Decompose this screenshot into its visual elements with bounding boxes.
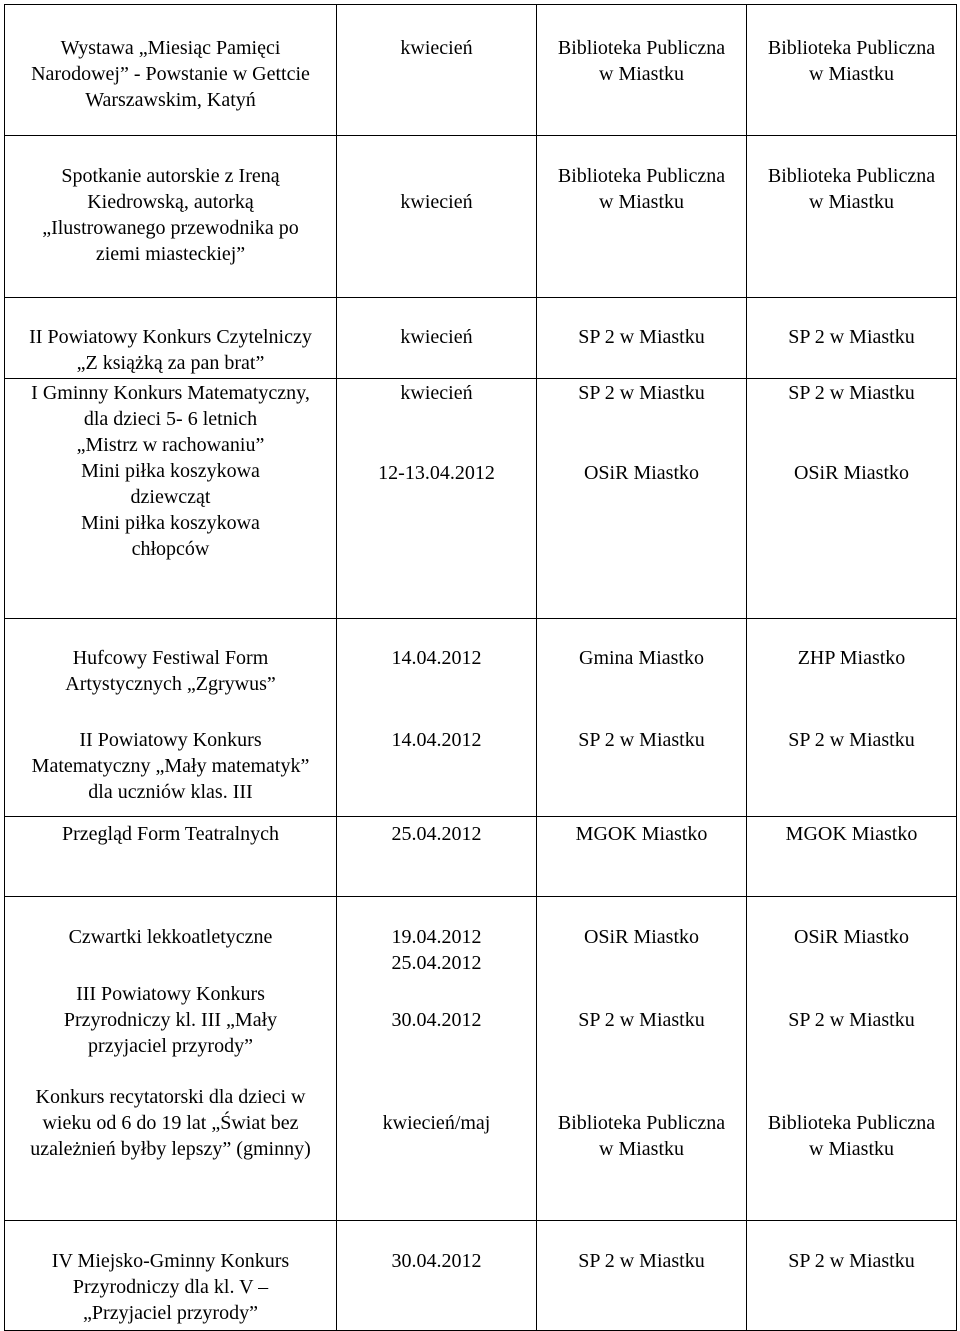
event-text: III Powiatowy Konkurs [76, 983, 265, 1005]
organizer-cell [537, 619, 747, 817]
event-text: Konkurs recytatorski dla dzieci w [35, 1086, 306, 1108]
table-row [5, 379, 957, 619]
table-row [5, 136, 957, 298]
date-text: 30.04.2012 [391, 1009, 482, 1031]
event-text: Wystawa „Miesiąc Pamięci [60, 37, 281, 59]
event-text: Mini piłka koszykowa [81, 512, 260, 534]
date-text: 12-13.04.2012 [378, 462, 495, 484]
venue-cell [747, 136, 957, 298]
event-text: „Przyjaciel przyrody” [83, 1302, 258, 1324]
venue-text: ZHP Miastko [797, 647, 906, 669]
event-text: uzależnień byłby lepszy” (gminny) [30, 1138, 311, 1160]
venue-cell [747, 5, 957, 136]
date-text: 25.04.2012 [391, 952, 482, 974]
event-text: chłopców [131, 538, 210, 560]
organizer-text: w Miastku [599, 63, 684, 85]
date-cell [337, 298, 537, 379]
event-cell [5, 619, 337, 817]
date-cell [337, 897, 537, 1221]
event-text: II Powiatowy Konkurs Czytelniczy [29, 326, 312, 348]
date-cell [337, 817, 537, 897]
venue-text: MGOK Miastko [785, 823, 918, 845]
event-text: Narodowej” - Powstanie w Gettcie [31, 63, 310, 85]
date-cell [337, 136, 537, 298]
organizer-text: SP 2 w Miastku [578, 1250, 705, 1272]
event-text: Warszawskim, Katyń [85, 89, 256, 111]
organizer-cell [537, 136, 747, 298]
organizer-text: MGOK Miastko [575, 823, 708, 845]
venue-text: SP 2 w Miastku [788, 382, 915, 404]
date-text: kwiecień [400, 326, 473, 348]
table-row [5, 298, 957, 379]
venue-text: SP 2 w Miastku [788, 1250, 915, 1272]
date-text: kwiecień [400, 37, 473, 59]
event-text: „Mistrz w rachowaniu” [76, 434, 265, 456]
event-text: dziewcząt [130, 486, 211, 508]
organizer-text: Biblioteka Publiczna [557, 37, 726, 59]
date-cell [337, 619, 537, 817]
organizer-cell [537, 817, 747, 897]
venue-text: SP 2 w Miastku [788, 1009, 915, 1031]
event-text: Czwartki lekkoatletyczne [68, 926, 273, 948]
organizer-cell [537, 1221, 747, 1331]
date-cell [337, 1221, 537, 1331]
date-text: kwiecień [400, 191, 473, 213]
event-cell [5, 5, 337, 136]
event-cell [5, 379, 337, 619]
venue-text: w Miastku [809, 191, 894, 213]
venue-text: OSiR Miastko [793, 926, 910, 948]
event-text: Spotkanie autorskie z Ireną [61, 165, 280, 187]
events-table [4, 4, 957, 1331]
event-text: przyjaciel przyrody” [88, 1035, 253, 1057]
venue-text: w Miastku [809, 1138, 894, 1160]
date-text: 30.04.2012 [391, 1250, 482, 1272]
organizer-cell [537, 5, 747, 136]
organizer-cell [537, 379, 747, 619]
table-row [5, 817, 957, 897]
venue-cell [747, 817, 957, 897]
date-text: 25.04.2012 [391, 823, 482, 845]
organizer-text: w Miastku [599, 191, 684, 213]
event-cell [5, 298, 337, 379]
date-text: 14.04.2012 [391, 729, 482, 751]
table-row [5, 619, 957, 817]
event-text: „Ilustrowanego przewodnika po [42, 217, 299, 239]
event-text: Matematyczny „Mały matematyk” [31, 755, 310, 777]
venue-text: Biblioteka Publiczna [767, 37, 936, 59]
organizer-cell [537, 897, 747, 1221]
venue-cell [747, 1221, 957, 1331]
event-cell [5, 136, 337, 298]
date-cell [337, 379, 537, 619]
table-row [5, 5, 957, 136]
venue-text: w Miastku [809, 63, 894, 85]
event-text: Mini piłka koszykowa [81, 460, 260, 482]
event-cell [5, 1221, 337, 1331]
organizer-text: Biblioteka Publiczna [557, 165, 726, 187]
organizer-cell [537, 298, 747, 379]
organizer-text: SP 2 w Miastku [578, 382, 705, 404]
event-text: II Powiatowy Konkurs [79, 729, 262, 751]
date-text: 19.04.2012 [391, 926, 482, 948]
event-text: „Z książką za pan brat” [76, 352, 265, 374]
event-text: Kiedrowską, autorką [87, 191, 254, 213]
venue-cell [747, 379, 957, 619]
event-text: IV Miejsko-Gminny Konkurs [51, 1250, 290, 1272]
event-text: I Gminny Konkurs Matematyczny, [31, 382, 310, 404]
event-text: Przegląd Form Teatralnych [61, 823, 280, 845]
date-text: kwiecień [400, 382, 473, 404]
date-text: kwiecień/maj [382, 1112, 491, 1134]
organizer-text: OSiR Miastko [583, 926, 700, 948]
venue-text: SP 2 w Miastku [788, 326, 915, 348]
organizer-text: w Miastku [599, 1138, 684, 1160]
event-text: dla uczniów klas. III [88, 781, 253, 803]
event-cell [5, 897, 337, 1221]
date-cell [337, 5, 537, 136]
organizer-text: SP 2 w Miastku [578, 729, 705, 751]
venue-text: OSiR Miastko [793, 462, 910, 484]
organizer-text: SP 2 w Miastku [578, 326, 705, 348]
venue-cell [747, 298, 957, 379]
event-text: wieku od 6 do 19 lat „Świat bez [42, 1112, 299, 1134]
event-cell [5, 817, 337, 897]
event-text: Przyrodniczy kl. III „Mały [63, 1009, 278, 1031]
event-text: ziemi miasteckiej” [95, 243, 246, 265]
organizer-text: Biblioteka Publiczna [557, 1112, 726, 1134]
venue-cell [747, 619, 957, 817]
table-row [5, 897, 957, 1221]
organizer-text: OSiR Miastko [583, 462, 700, 484]
date-text: 14.04.2012 [391, 647, 482, 669]
event-text: Artystycznych „Zgrywus” [65, 673, 276, 695]
venue-text: SP 2 w Miastku [788, 729, 915, 751]
organizer-text: Gmina Miastko [579, 647, 704, 669]
event-text: Hufcowy Festiwal Form [72, 647, 269, 669]
table-row [5, 1221, 957, 1331]
organizer-text: SP 2 w Miastku [578, 1009, 705, 1031]
venue-text: Biblioteka Publiczna [767, 165, 936, 187]
event-text: Przyrodniczy dla kl. V – [72, 1276, 269, 1298]
venue-text: Biblioteka Publiczna [767, 1112, 936, 1134]
venue-cell [747, 897, 957, 1221]
event-text: dla dzieci 5- 6 letnich [83, 408, 258, 430]
